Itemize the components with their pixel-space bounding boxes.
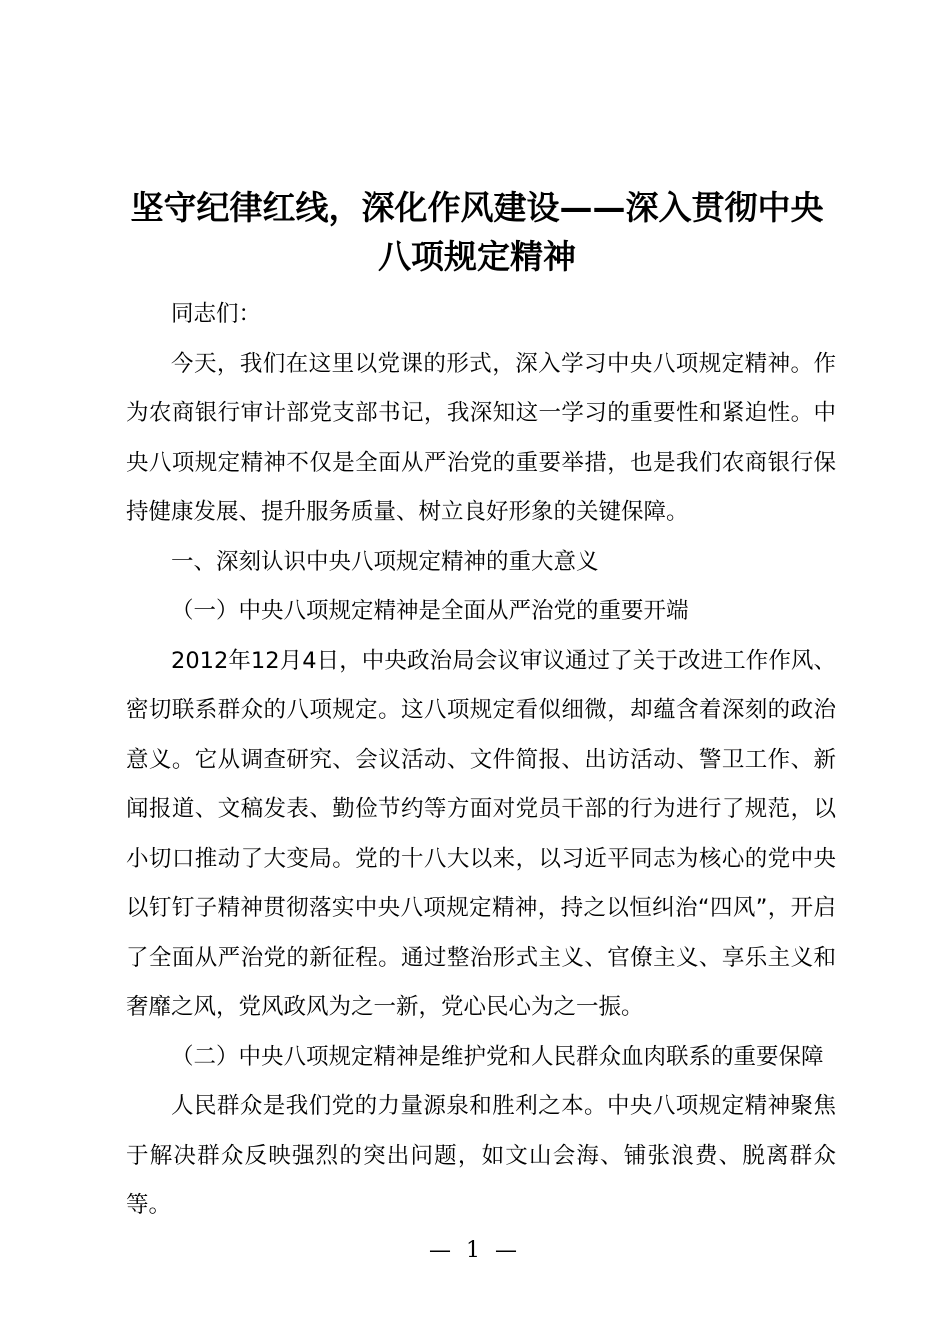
document-body — [126, 290, 836, 1231]
intro-paragraph: 今天，我们在这里以党课的形式，深入学习中央八项规定精神。作为农商银行审计部党支部书记，我深知这一学习的重要性和紧迫性。中央八项规定精神不仅是全面从严治党的重要举措，也是我们农商银行保持健康发展、提升服务质量、树立良好形象的关键保障。 — [126, 350, 836, 525]
body-paragraph-2: 人民群众是我们党的力量源泉和胜利之本。中央八项规定精神聚焦于解决群众反映强烈的突出问题，如文山会海、铺张浪费、脱离群众等。 — [126, 1093, 836, 1218]
page-number: — 1 — — [429, 1238, 521, 1263]
subsection-heading-1: （一）中央八项规定精神是全面从严治党的重要开端 — [171, 598, 689, 624]
body-paragraph-1: 2012年12月4日，中央政治局会议审议通过了关于改进工作作风、密切联系群众的八项规定。这八项规定看似细微，却蕴含着深刻的政治意义。它从调查研究、会议活动、文件简报、出访活动、警卫工作、新闻报道、文稿发表、勤俭节约等方面对党员干部的行为进行了规范，以小切口推动了大变局。党的十八大以来，以习近平同志为核心的党中央以钉钉子精神贯彻落实中央八项规定精神，持之以恒纠治“四风”，开启了全面从严治党的新征程。通过整治形式主义、官僚主义、享乐主义和奢靡之风，党风政风为之一新，党心民心为之一振。 — [126, 647, 836, 1020]
salutation: 同志们： — [171, 301, 262, 327]
section-heading-1: 一、深刻认识中央八项规定精神的重大意义 — [171, 548, 599, 575]
document-title: 坚守纪律红线，深化作风建设——深入贯彻中央八项规定精神 — [130, 188, 824, 276]
subsection-heading-2: （二）中央八项规定精神是维护党和人民群众血肉联系的重要保障 — [171, 1043, 824, 1070]
